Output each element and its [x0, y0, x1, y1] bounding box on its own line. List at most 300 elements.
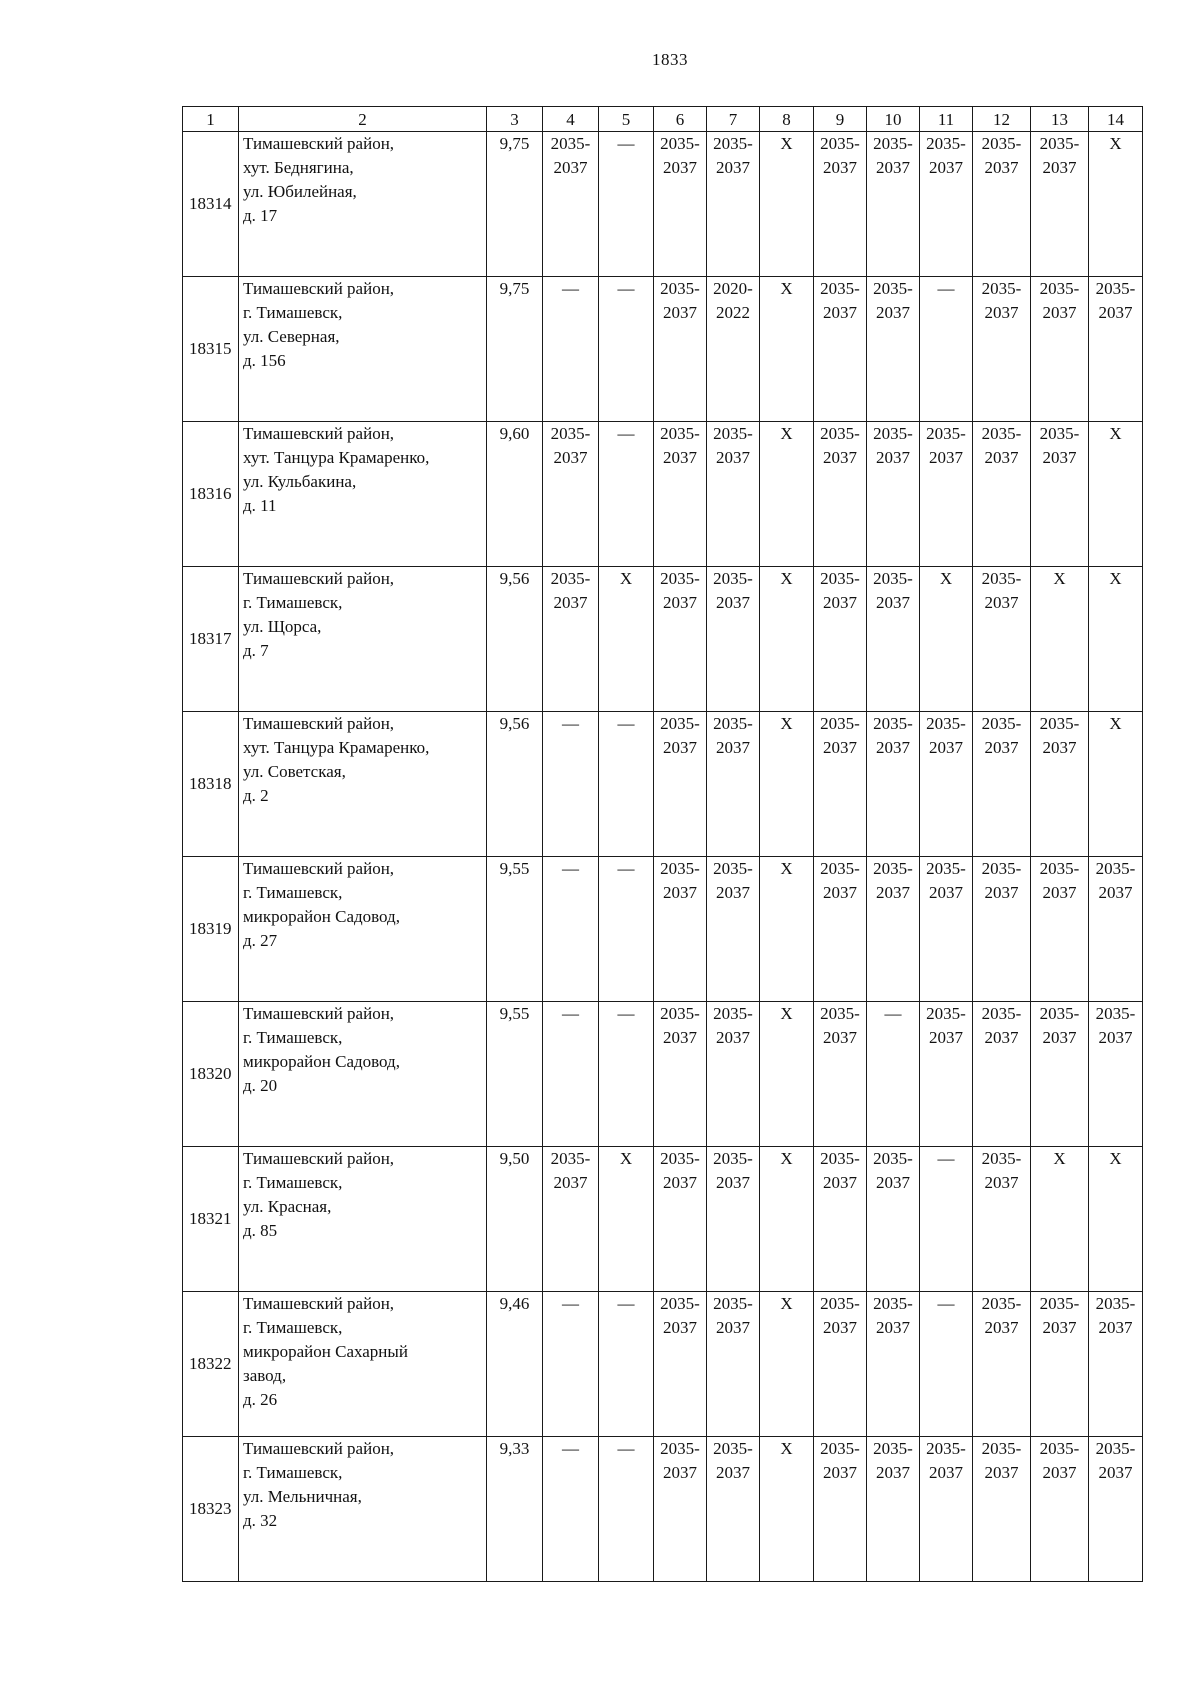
- period-text: 2035-: [1095, 859, 1136, 878]
- period-cell: [920, 422, 973, 567]
- period-cell: [920, 1002, 973, 1147]
- dash-mark: —: [937, 1294, 955, 1313]
- mark-cell: Х: [1089, 1147, 1143, 1292]
- period-text: 2037: [984, 1318, 1019, 1337]
- period-text: 2037: [984, 448, 1019, 467]
- period-text: 2035-: [873, 424, 913, 443]
- period-text: 2035-: [981, 1004, 1022, 1023]
- period-text: 2037: [663, 303, 697, 322]
- table-row: [183, 132, 1143, 277]
- period-cell: [920, 1437, 973, 1582]
- period-text: 2035-: [820, 1004, 860, 1023]
- period-cell: [867, 712, 920, 857]
- period-text: 2037: [553, 593, 588, 612]
- address-line: Тимашевский район,: [243, 859, 395, 878]
- period-text: 2037: [823, 1173, 857, 1192]
- mark-cell: Х: [1089, 712, 1143, 857]
- address-line: д. 156: [243, 351, 286, 370]
- period-text: 2035-: [713, 859, 753, 878]
- period-text: 2037: [876, 883, 910, 902]
- period-text: 2037: [663, 1463, 697, 1482]
- address-line: д. 17: [243, 206, 278, 225]
- period-text: 2035-: [820, 859, 860, 878]
- period-text: 2037: [1098, 1318, 1133, 1337]
- period-cell: [654, 1292, 707, 1437]
- address-line: д. 11: [243, 496, 277, 515]
- period-text: 2037: [716, 883, 750, 902]
- period-text: 2035-: [926, 134, 966, 153]
- row-number: 18320: [183, 1002, 239, 1147]
- dash-cell: [599, 277, 654, 422]
- period-text: 2035-: [713, 1149, 753, 1168]
- period-text: 2037: [716, 593, 750, 612]
- period-cell: [1031, 857, 1089, 1002]
- period-text: 2037: [1098, 303, 1133, 322]
- period-text: 2037: [663, 593, 697, 612]
- period-cell: [973, 567, 1031, 712]
- period-text: 2035-: [873, 134, 913, 153]
- period-text: 2035-: [1039, 714, 1080, 733]
- period-text: 2037: [716, 1318, 750, 1337]
- period-text: 2035-: [926, 424, 966, 443]
- period-cell: [707, 1292, 760, 1437]
- period-cell: [543, 1147, 599, 1292]
- dash-cell: [599, 1292, 654, 1437]
- dash-cell: [599, 132, 654, 277]
- dash-mark: —: [562, 1004, 579, 1023]
- period-cell: [973, 1437, 1031, 1582]
- column-number-header: 1: [183, 107, 239, 132]
- period-cell: [1089, 277, 1143, 422]
- period-text: 2035-: [660, 424, 700, 443]
- dash-mark: —: [617, 859, 635, 878]
- column-number-header: 5: [599, 107, 654, 132]
- period-cell: [867, 422, 920, 567]
- period-text: 2037: [823, 738, 857, 757]
- dash-mark: —: [617, 134, 635, 153]
- dash-mark: —: [617, 1004, 635, 1023]
- address-line: ул. Красная,: [243, 1197, 332, 1216]
- address-line: г. Тимашевск,: [243, 1463, 343, 1482]
- dash-mark: —: [937, 279, 955, 298]
- period-text: 2037: [929, 1028, 963, 1047]
- period-cell: [1031, 1002, 1089, 1147]
- mark-cell: Х: [760, 1292, 814, 1437]
- period-cell: [543, 132, 599, 277]
- row-number: 18322: [183, 1292, 239, 1437]
- dash-cell: [599, 1437, 654, 1582]
- table-row: [183, 1292, 1143, 1437]
- column-number-header: 7: [707, 107, 760, 132]
- address-line: д. 2: [243, 786, 269, 805]
- period-cell: [1089, 857, 1143, 1002]
- column-number-header: 4: [543, 107, 599, 132]
- column-number-header: 6: [654, 107, 707, 132]
- period-cell: [814, 1292, 867, 1437]
- period-text: 2037: [823, 448, 857, 467]
- address-line: г. Тимашевск,: [243, 1318, 343, 1337]
- score-cell: 9,75: [487, 132, 543, 277]
- dash-mark: —: [562, 859, 579, 878]
- dash-cell: [920, 1147, 973, 1292]
- dash-cell: [599, 1002, 654, 1147]
- period-text: 2037: [1042, 1463, 1077, 1482]
- period-cell: [1031, 1437, 1089, 1582]
- dash-cell: [920, 1292, 973, 1437]
- dash-cell: [543, 712, 599, 857]
- period-text: 2037: [984, 303, 1019, 322]
- period-cell: [814, 857, 867, 1002]
- period-text: 2037: [823, 1463, 857, 1482]
- period-cell: [707, 1437, 760, 1582]
- period-cell: [707, 712, 760, 857]
- period-cell: [973, 1292, 1031, 1437]
- score-cell: 9,50: [487, 1147, 543, 1292]
- period-cell: [1089, 1437, 1143, 1582]
- address-line: г. Тимашевск,: [243, 883, 343, 902]
- period-text: 2035-: [713, 1294, 753, 1313]
- score-cell: 9,55: [487, 857, 543, 1002]
- column-number-header: 2: [239, 107, 487, 132]
- period-text: 2037: [876, 158, 910, 177]
- column-number-header: 11: [920, 107, 973, 132]
- address-line: д. 20: [243, 1076, 278, 1095]
- period-text: 2037: [716, 738, 750, 757]
- mark-cell: Х: [599, 567, 654, 712]
- table-row: [183, 422, 1143, 567]
- address-cell: [239, 712, 487, 857]
- period-text: 2035-: [820, 1149, 860, 1168]
- period-text: 2035-: [820, 569, 860, 588]
- period-text: 2035-: [713, 134, 753, 153]
- period-text: 2037: [1098, 1028, 1133, 1047]
- mark-cell: Х: [760, 1147, 814, 1292]
- period-text: 2037: [823, 1028, 857, 1047]
- period-cell: [1031, 132, 1089, 277]
- period-cell: [867, 132, 920, 277]
- period-text: 2035-: [660, 1294, 700, 1313]
- address-line: Тимашевский район,: [243, 279, 395, 298]
- period-cell: [867, 1292, 920, 1437]
- table-row: [183, 567, 1143, 712]
- period-text: 2037: [663, 883, 697, 902]
- address-line: ул. Северная,: [243, 327, 340, 346]
- period-text: 2022: [716, 303, 750, 322]
- period-cell: [814, 1147, 867, 1292]
- address-cell: [239, 422, 487, 567]
- table-row: [183, 857, 1143, 1002]
- period-text: 2037: [929, 448, 963, 467]
- period-text: 2037: [876, 303, 910, 322]
- period-text: 2035-: [873, 859, 913, 878]
- column-number-header: 3: [487, 107, 543, 132]
- address-cell: [239, 567, 487, 712]
- address-line: хут. Беднягина,: [243, 158, 354, 177]
- dash-cell: [920, 277, 973, 422]
- address-line: микрорайон Садовод,: [243, 1052, 400, 1071]
- column-number-row: [183, 107, 1143, 132]
- score-cell: 9,33: [487, 1437, 543, 1582]
- dash-mark: —: [617, 424, 635, 443]
- dash-cell: [543, 1437, 599, 1582]
- period-text: 2035-: [873, 1149, 913, 1168]
- period-text: 2037: [984, 738, 1019, 757]
- address-cell: [239, 1292, 487, 1437]
- table-row: [183, 712, 1143, 857]
- period-text: 2035-: [926, 859, 966, 878]
- period-cell: [814, 277, 867, 422]
- period-text: 2035-: [660, 569, 700, 588]
- period-cell: [973, 277, 1031, 422]
- period-text: 2037: [1098, 1463, 1133, 1482]
- row-number: 18323: [183, 1437, 239, 1582]
- column-number-header: 13: [1031, 107, 1089, 132]
- period-text: 2020-: [713, 279, 753, 298]
- dash-mark: —: [884, 1004, 902, 1023]
- period-cell: [1031, 712, 1089, 857]
- period-text: 2035-: [981, 859, 1022, 878]
- period-text: 2037: [984, 1173, 1019, 1192]
- address-cell: [239, 1002, 487, 1147]
- period-text: 2035-: [820, 1439, 860, 1458]
- period-text: 2037: [823, 1318, 857, 1337]
- period-text: 2037: [929, 738, 963, 757]
- period-cell: [1031, 1292, 1089, 1437]
- period-text: 2037: [876, 1463, 910, 1482]
- dash-mark: —: [617, 1294, 635, 1313]
- address-line: д. 85: [243, 1221, 278, 1240]
- mark-cell: Х: [760, 277, 814, 422]
- period-text: 2035-: [1039, 1004, 1080, 1023]
- mark-cell: Х: [760, 132, 814, 277]
- period-text: 2035-: [820, 424, 860, 443]
- dash-cell: [543, 1292, 599, 1437]
- period-text: 2035-: [660, 1004, 700, 1023]
- period-cell: [654, 422, 707, 567]
- period-text: 2035-: [873, 279, 913, 298]
- period-text: 2037: [876, 738, 910, 757]
- period-text: 2035-: [660, 1149, 700, 1168]
- period-text: 2037: [823, 593, 857, 612]
- mark-cell: Х: [760, 712, 814, 857]
- mark-cell: Х: [1089, 132, 1143, 277]
- row-number: 18316: [183, 422, 239, 567]
- period-text: 2035-: [550, 569, 591, 588]
- dash-mark: —: [617, 714, 635, 733]
- period-cell: [920, 857, 973, 1002]
- address-line: ул. Мельничная,: [243, 1487, 362, 1506]
- period-text: 2037: [1042, 158, 1077, 177]
- period-text: 2035-: [1039, 134, 1080, 153]
- period-cell: [920, 132, 973, 277]
- period-text: 2035-: [981, 279, 1022, 298]
- score-cell: 9,60: [487, 422, 543, 567]
- address-line: хут. Танцура Крамаренко,: [243, 738, 430, 757]
- period-text: 2035-: [820, 714, 860, 733]
- period-cell: [814, 1002, 867, 1147]
- address-line: г. Тимашевск,: [243, 1028, 343, 1047]
- period-text: 2037: [716, 158, 750, 177]
- dash-mark: —: [617, 279, 635, 298]
- period-cell: [973, 1002, 1031, 1147]
- period-text: 2037: [663, 158, 697, 177]
- mark-cell: Х: [760, 567, 814, 712]
- table-row: [183, 1147, 1143, 1292]
- period-text: 2035-: [1095, 279, 1136, 298]
- period-cell: [814, 567, 867, 712]
- period-text: 2035-: [1095, 1439, 1136, 1458]
- period-text: 2037: [1042, 883, 1077, 902]
- period-cell: [707, 1002, 760, 1147]
- period-cell: [654, 712, 707, 857]
- period-text: 2035-: [820, 134, 860, 153]
- period-text: 2035-: [660, 1439, 700, 1458]
- dash-cell: [599, 712, 654, 857]
- period-cell: [814, 1437, 867, 1582]
- row-number: 18321: [183, 1147, 239, 1292]
- address-line: г. Тимашевск,: [243, 1173, 343, 1192]
- address-line: ул. Советская,: [243, 762, 346, 781]
- period-text: 2035-: [873, 714, 913, 733]
- column-number-header: 12: [973, 107, 1031, 132]
- period-text: 2035-: [713, 424, 753, 443]
- period-text: 2037: [1042, 738, 1077, 757]
- address-line: д. 32: [243, 1511, 278, 1530]
- dash-mark: —: [562, 714, 579, 733]
- period-cell: [1031, 277, 1089, 422]
- period-text: 2035-: [820, 279, 860, 298]
- dash-mark: —: [562, 279, 579, 298]
- address-cell: [239, 132, 487, 277]
- period-cell: [543, 422, 599, 567]
- period-cell: [973, 857, 1031, 1002]
- period-text: 2035-: [713, 1004, 753, 1023]
- period-text: 2035-: [1095, 1294, 1136, 1313]
- mark-cell: Х: [1089, 567, 1143, 712]
- period-cell: [973, 1147, 1031, 1292]
- address-line: д. 26: [243, 1390, 278, 1409]
- address-cell: [239, 1437, 487, 1582]
- period-text: 2037: [553, 158, 588, 177]
- address-line: хут. Танцура Крамаренко,: [243, 448, 430, 467]
- score-cell: 9,56: [487, 567, 543, 712]
- period-text: 2035-: [660, 279, 700, 298]
- address-line: микрорайон Сахарный: [243, 1342, 408, 1361]
- period-cell: [707, 567, 760, 712]
- period-cell: [814, 712, 867, 857]
- address-line: д. 27: [243, 931, 278, 950]
- dash-mark: —: [617, 1439, 635, 1458]
- period-text: 2035-: [1039, 859, 1080, 878]
- period-text: 2035-: [1039, 1439, 1080, 1458]
- period-text: 2035-: [873, 1439, 913, 1458]
- period-text: 2035-: [1039, 1294, 1080, 1313]
- address-line: Тимашевский район,: [243, 1294, 395, 1313]
- period-cell: [654, 1437, 707, 1582]
- address-cell: [239, 1147, 487, 1292]
- period-cell: [920, 712, 973, 857]
- period-text: 2035-: [981, 1149, 1022, 1168]
- period-cell: [654, 1002, 707, 1147]
- period-text: 2035-: [981, 569, 1022, 588]
- dash-mark: —: [562, 1439, 579, 1458]
- period-cell: [654, 1147, 707, 1292]
- period-cell: [707, 422, 760, 567]
- period-cell: [867, 1147, 920, 1292]
- period-text: 2037: [876, 448, 910, 467]
- period-text: 2037: [823, 883, 857, 902]
- period-cell: [814, 422, 867, 567]
- period-text: 2037: [929, 158, 963, 177]
- period-text: 2037: [929, 1463, 963, 1482]
- address-cell: [239, 277, 487, 422]
- period-cell: [654, 857, 707, 1002]
- period-text: 2037: [984, 158, 1019, 177]
- score-cell: 9,75: [487, 277, 543, 422]
- period-cell: [543, 567, 599, 712]
- period-text: 2037: [663, 1318, 697, 1337]
- period-text: 2035-: [981, 424, 1022, 443]
- period-text: 2037: [716, 1028, 750, 1047]
- period-cell: [654, 567, 707, 712]
- period-text: 2037: [823, 303, 857, 322]
- period-cell: [973, 132, 1031, 277]
- period-text: 2037: [663, 738, 697, 757]
- dash-cell: [867, 1002, 920, 1147]
- period-cell: [707, 277, 760, 422]
- period-text: 2037: [823, 158, 857, 177]
- column-number-header: 10: [867, 107, 920, 132]
- dash-cell: [543, 277, 599, 422]
- column-number-header: 14: [1089, 107, 1143, 132]
- score-cell: 9,56: [487, 712, 543, 857]
- mark-cell: Х: [760, 857, 814, 1002]
- period-text: 2037: [716, 448, 750, 467]
- period-text: 2035-: [660, 859, 700, 878]
- score-cell: 9,55: [487, 1002, 543, 1147]
- column-number-header: 8: [760, 107, 814, 132]
- period-text: 2037: [553, 448, 588, 467]
- dash-cell: [543, 857, 599, 1002]
- page-number: 1833: [652, 50, 688, 69]
- period-text: 2037: [984, 883, 1019, 902]
- period-text: 2037: [876, 1173, 910, 1192]
- period-text: 2035-: [820, 1294, 860, 1313]
- period-cell: [707, 857, 760, 1002]
- period-cell: [1031, 422, 1089, 567]
- period-text: 2035-: [550, 1149, 591, 1168]
- period-text: 2035-: [981, 1294, 1022, 1313]
- address-line: ул. Кульбакина,: [243, 472, 357, 491]
- dash-cell: [599, 857, 654, 1002]
- period-text: 2037: [1042, 1318, 1077, 1337]
- period-text: 2035-: [926, 714, 966, 733]
- period-cell: [707, 1147, 760, 1292]
- address-line: Тимашевский район,: [243, 424, 395, 443]
- mark-cell: Х: [599, 1147, 654, 1292]
- period-text: 2035-: [981, 714, 1022, 733]
- period-text: 2035-: [981, 134, 1022, 153]
- period-cell: [707, 132, 760, 277]
- period-cell: [867, 857, 920, 1002]
- period-text: 2035-: [1039, 424, 1080, 443]
- period-text: 2035-: [550, 134, 591, 153]
- address-line: завод,: [243, 1366, 287, 1385]
- address-line: ул. Юбилейная,: [243, 182, 357, 201]
- period-cell: [814, 132, 867, 277]
- period-text: 2035-: [1095, 1004, 1136, 1023]
- period-text: 2037: [1042, 1028, 1077, 1047]
